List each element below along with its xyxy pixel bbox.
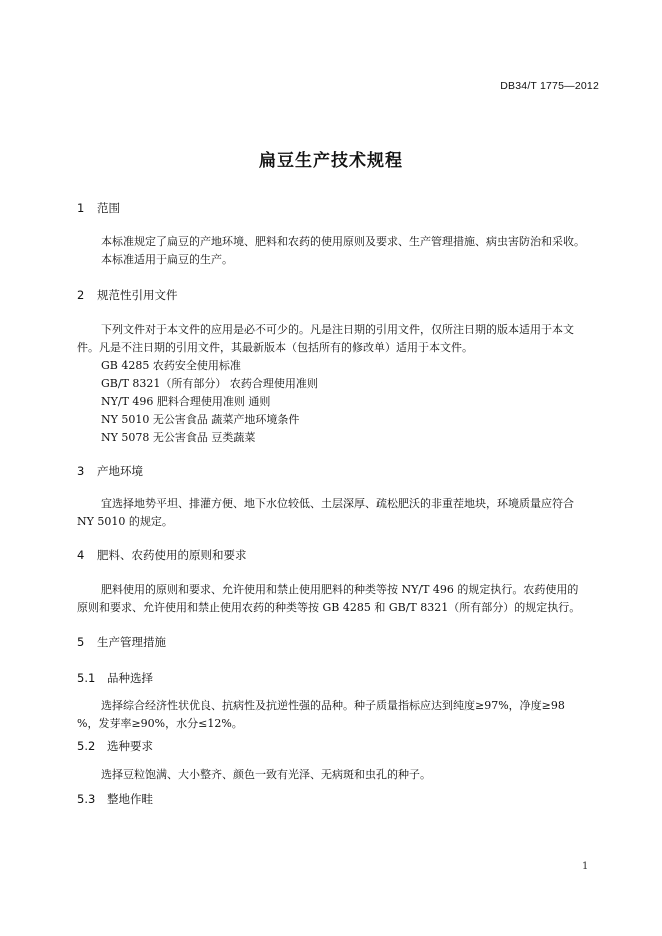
subsection-title: 品种选择: [107, 671, 153, 685]
section-3-line-1: 宜选择地势平坦、排灌方便、地下水位较低、土层深厚、疏松肥沃的非重茬地块，环境质量应符合: [101, 497, 574, 510]
section-1-paragraph-1: 本标准规定了扁豆的产地环境、肥料和农药的使用原则及要求、生产管理措施、病虫害防治和采收。: [101, 235, 585, 248]
section-3-heading: [77, 463, 143, 479]
subsection-title: 选种要求: [107, 739, 153, 753]
section-title: 规范性引用文件: [97, 288, 178, 302]
section-2-intro-line-1: 下列文件对于本文件的应用是必不可少的。凡是注日期的引用文件，仅所注日期的版本适用于本文: [101, 323, 574, 336]
section-number: 2: [77, 288, 85, 302]
section-5-heading: [77, 634, 166, 650]
section-4-line-1: 肥料使用的原则和要求、允许使用和禁止使用肥料的种类等按 NY/T 496 的规定执行。农药使用的: [101, 583, 579, 596]
section-number: 5: [77, 635, 85, 649]
document-title: 扁豆生产技术规程: [259, 151, 403, 171]
section-4-line-2: 原则和要求、允许使用和禁止使用农药的种类等按 GB 4285 和 GB/T 8321（所有部分）的规定执行。: [77, 601, 581, 614]
subsection-number: 5.1: [77, 671, 96, 685]
section-title: 产地环境: [97, 464, 143, 478]
section-1-paragraph-2: 本标准适用于扁豆的生产。: [101, 253, 233, 266]
reference-item: GB/T 8321（所有部分） 农药合理使用准则: [101, 377, 318, 390]
reference-item: NY/T 496 肥料合理使用准则 通则: [101, 395, 271, 408]
reference-item: NY 5010 无公害食品 蔬菜产地环境条件: [101, 413, 300, 426]
page-number: 1: [582, 861, 589, 872]
section-number: 4: [77, 548, 85, 562]
section-3-line-2: NY 5010 的规定。: [77, 515, 173, 528]
subsection-5-1-line-2: %，发芽率≥90%，水分≤12%。: [77, 717, 243, 730]
subsection-number: 5.2: [77, 739, 96, 753]
subsection-5-1-heading: [77, 670, 153, 686]
section-1-heading: [77, 200, 120, 216]
section-2-intro-line-2: 件。凡是不注日期的引用文件，其最新版本（包括所有的修改单）适用于本文件。: [77, 341, 473, 354]
section-number: 3: [77, 464, 85, 478]
subsection-5-1-line-1: 选择综合经济性状优良、抗病性及抗逆性强的品种。种子质量指标应达到纯度≥97%，净度≥98: [101, 699, 565, 712]
section-title: 范围: [97, 201, 120, 215]
section-title: 生产管理措施: [97, 635, 166, 649]
section-4-heading: [77, 547, 247, 563]
subsection-5-3-heading: [77, 791, 153, 807]
subsection-5-2-line-1: 选择豆粒饱满、大小整齐、颜色一致有光泽、无病斑和虫孔的种子。: [101, 768, 431, 781]
subsection-title: 整地作畦: [107, 792, 153, 806]
section-2-heading: [77, 287, 178, 303]
subsection-number: 5.3: [77, 792, 96, 806]
section-title: 肥料、农药使用的原则和要求: [97, 548, 247, 562]
standard-code: DB34/T 1775—2012: [500, 80, 599, 92]
reference-item: NY 5078 无公害食品 豆类蔬菜: [101, 431, 256, 444]
subsection-5-2-heading: [77, 738, 153, 754]
reference-item: GB 4285 农药安全使用标准: [101, 359, 241, 372]
section-number: 1: [77, 201, 85, 215]
